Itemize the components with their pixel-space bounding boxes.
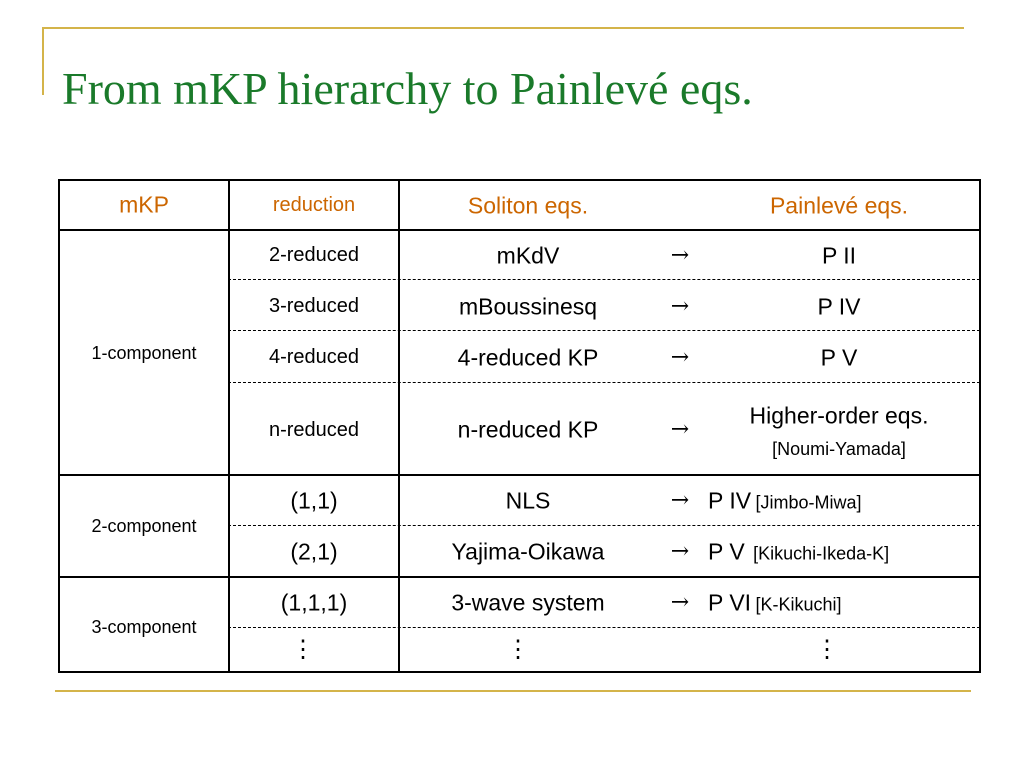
row-separator bbox=[228, 279, 980, 280]
painleve-cell: P II bbox=[821, 242, 857, 269]
slide-title: From mKP hierarchy to Painlevé eqs. bbox=[62, 63, 753, 114]
painleve-name: P IV bbox=[708, 487, 752, 514]
painleve-cell: Higher-order eqs. bbox=[749, 402, 929, 429]
row-separator bbox=[228, 330, 980, 331]
vertical-ellipsis-icon: ⋮ bbox=[815, 635, 839, 663]
arrow-icon: → bbox=[670, 538, 690, 564]
citation: [Kikuchi-Ikeda-K] bbox=[753, 543, 890, 564]
painleve-cell: P V bbox=[820, 344, 858, 371]
soliton-cell: mKdV bbox=[496, 242, 560, 269]
row-separator bbox=[228, 627, 980, 628]
painleve-cell bbox=[708, 590, 842, 615]
soliton-cell: Yajima-Oikawa bbox=[451, 538, 605, 565]
top-decoration-line bbox=[42, 27, 964, 29]
soliton-cell: n-reduced KP bbox=[457, 416, 599, 443]
painleve-cell: P IV bbox=[817, 293, 861, 320]
row-separator bbox=[228, 525, 980, 526]
reduction-cell: (1,1) bbox=[290, 487, 338, 514]
arrow-icon: → bbox=[670, 293, 690, 319]
row-separator bbox=[228, 382, 980, 383]
group-separator bbox=[58, 474, 981, 476]
header-reduction: reduction bbox=[272, 194, 356, 216]
group-2-component: 2-component bbox=[91, 516, 197, 537]
soliton-cell: mBoussinesq bbox=[458, 293, 598, 320]
column-separator bbox=[398, 179, 400, 673]
header-separator bbox=[58, 229, 981, 231]
group-3-component: 3-component bbox=[91, 617, 197, 638]
header-painleve: Painlevé eqs. bbox=[769, 192, 909, 219]
painleve-cell bbox=[708, 488, 862, 513]
bottom-decoration-line bbox=[55, 690, 971, 692]
soliton-cell: 3-wave system bbox=[451, 589, 605, 616]
painleve-cell bbox=[708, 539, 889, 564]
column-separator bbox=[228, 179, 230, 673]
header-mkp: mKP bbox=[119, 191, 169, 218]
reduction-cell: (2,1) bbox=[290, 538, 338, 565]
citation: [K-Kikuchi] bbox=[755, 594, 842, 615]
reduction-cell: (1,1,1) bbox=[280, 589, 348, 616]
hierarchy-table bbox=[58, 179, 981, 673]
arrow-icon: → bbox=[670, 416, 690, 442]
header-soliton: Soliton eqs. bbox=[467, 192, 589, 219]
table-border-bottom bbox=[58, 671, 981, 673]
table-border-top bbox=[58, 179, 981, 181]
arrow-icon: → bbox=[670, 242, 690, 268]
left-decoration-line bbox=[42, 27, 44, 95]
soliton-cell: NLS bbox=[505, 487, 551, 514]
group-1-component: 1-component bbox=[91, 343, 197, 364]
group-separator bbox=[58, 576, 981, 578]
arrow-icon: → bbox=[670, 344, 690, 370]
citation: [Jimbo-Miwa] bbox=[755, 492, 862, 513]
reduction-cell: 3-reduced bbox=[268, 295, 360, 317]
table-border-right bbox=[979, 179, 981, 673]
citation: [Noumi-Yamada] bbox=[772, 439, 906, 460]
arrow-icon: → bbox=[670, 589, 690, 615]
reduction-cell: n-reduced bbox=[268, 419, 360, 441]
painleve-name: P VI bbox=[708, 589, 752, 616]
vertical-ellipsis-icon: ⋮ bbox=[506, 635, 530, 663]
reduction-cell: 2-reduced bbox=[268, 244, 360, 266]
vertical-ellipsis-icon: ⋮ bbox=[291, 635, 315, 663]
reduction-cell: 4-reduced bbox=[268, 346, 360, 368]
soliton-cell: 4-reduced KP bbox=[457, 344, 599, 371]
painleve-name: P V bbox=[708, 538, 745, 565]
arrow-icon: → bbox=[670, 487, 690, 513]
table-border-left bbox=[58, 179, 60, 673]
